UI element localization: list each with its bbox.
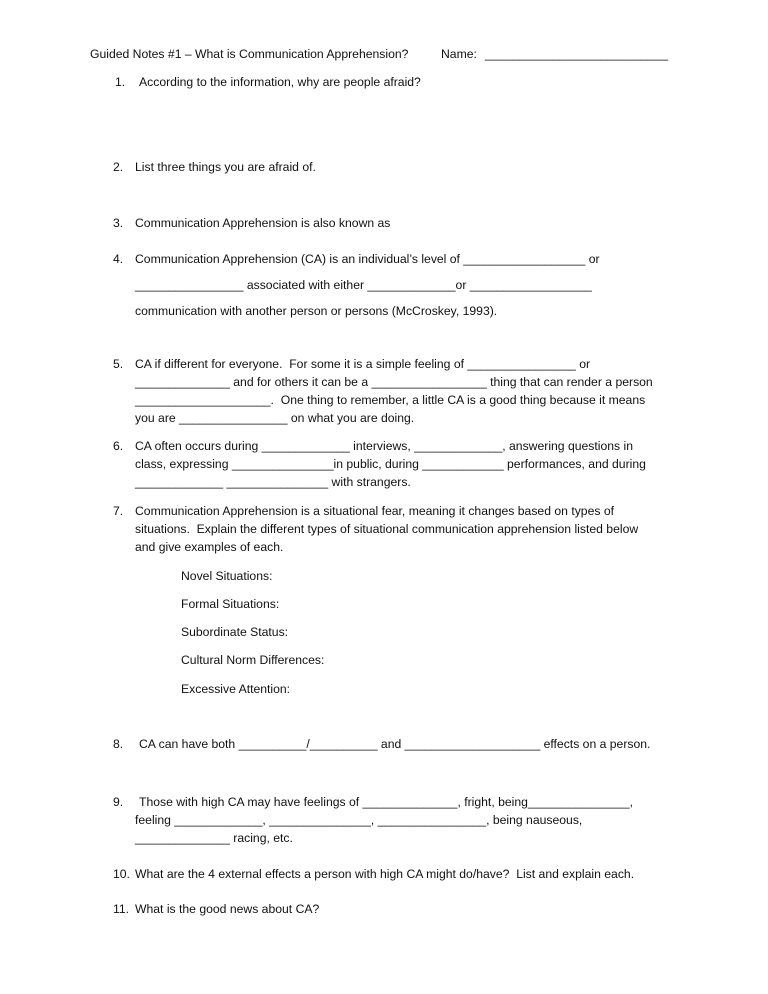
- subitem-subordinate-status: Subordinate Status:: [181, 625, 289, 639]
- name-field[interactable]: ___________________________: [485, 47, 669, 61]
- question-text: CA often occurs during _____________ interviews, _____________, answering questions in: [135, 439, 634, 453]
- question-text: Those with high CA may have feelings of ______________, fright, being_______________,: [139, 795, 633, 809]
- question-number: 9.: [113, 795, 124, 809]
- question-text: _____________ _______________ with strangers.: [135, 475, 411, 489]
- question-text: Communication Apprehension is also known as: [135, 216, 391, 230]
- question-text: you are ________________ on what you are doing.: [135, 411, 415, 425]
- question-text: class, expressing _______________in public, during ____________ performances, and during: [135, 457, 646, 471]
- question-text: situations. Explain the different types of situational communication apprehension listed below: [135, 522, 639, 536]
- question-text: communication with another person or persons (McCroskey, 1993).: [135, 304, 498, 318]
- question-number: 2.: [113, 160, 124, 174]
- question-number: 5.: [113, 357, 124, 371]
- question-number: 10.: [113, 867, 130, 881]
- question-text: What are the 4 external effects a person with high CA might do/have? List and explain each.: [135, 867, 635, 881]
- question-number: 1.: [115, 75, 126, 89]
- question-number: 8.: [113, 737, 124, 751]
- question-text: and give examples of each.: [135, 540, 284, 554]
- question-text: According to the information, why are people afraid?: [139, 75, 421, 89]
- subitem-excessive-attention: Excessive Attention:: [181, 682, 291, 696]
- question-text: ____________________. One thing to remember, a little CA is a good thing because it means: [135, 393, 646, 407]
- subitem-formal-situations: Formal Situations:: [181, 597, 280, 611]
- question-number: 11.: [113, 902, 130, 916]
- question-number: 7.: [113, 504, 124, 518]
- question-text: Communication Apprehension is a situational fear, meaning it changes based on types of: [135, 504, 614, 518]
- name-label: Name:: [441, 47, 477, 61]
- question-text: ______________ racing, etc.: [135, 831, 293, 845]
- question-text: List three things you are afraid of.: [135, 160, 316, 174]
- document-title: Guided Notes #1 – What is Communication Apprehension?: [90, 47, 409, 61]
- question-number: 6.: [113, 439, 124, 453]
- question-number: 3.: [113, 216, 124, 230]
- question-text: Communication Apprehension (CA) is an individual’s level of __________________ or: [135, 252, 600, 266]
- question-text: feeling _____________, _______________, ________________, being nauseous,: [135, 813, 583, 827]
- question-text: CA can have both __________/__________ and ____________________ effects on a person.: [139, 737, 651, 751]
- question-text: ________________ associated with either _____________or __________________: [135, 278, 592, 292]
- question-text: CA if different for everyone. For some it is a simple feeling of ________________ or: [135, 357, 591, 371]
- question-text: ______________ and for others it can be a _________________ thing that can render a person: [135, 375, 653, 389]
- question-number: 4.: [113, 252, 124, 266]
- subitem-novel-situations: Novel Situations:: [181, 569, 273, 583]
- subitem-cultural-norm-differences: Cultural Norm Differences:: [181, 653, 325, 667]
- question-text: What is the good news about CA?: [135, 902, 320, 916]
